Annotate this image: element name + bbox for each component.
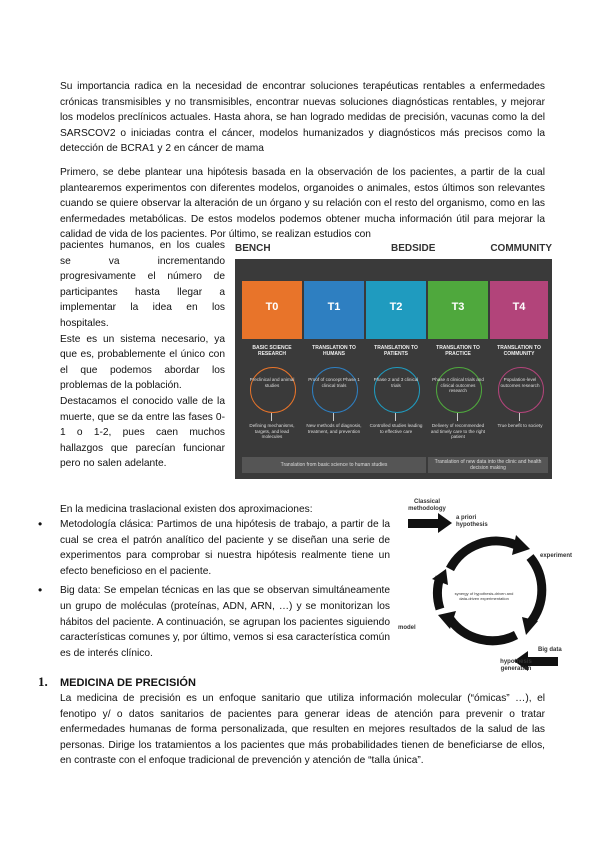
phase-outcome: Delivery of recommended and timely care to the right patient [430,423,486,440]
phase-outcome: Defining mechanisms, targets, and lead molecules [249,423,295,440]
list-item [38,517,390,579]
paragraph-precision-medicine [60,691,545,769]
label-classical-methodology: Classical methodology [408,499,446,512]
cycle-arc [450,619,516,641]
phase-circle-text: Phase 2 and 3 clinical trials [373,377,419,388]
phase-circle [312,367,358,413]
phase-column-t3 [428,281,488,459]
phase-title: TRANSLATION TO PRACTICE [436,345,480,357]
methodology-cycle-figure [398,497,573,677]
figure-header-bench: BENCH [235,243,271,254]
phase-column-t2 [366,281,426,459]
approaches-intro [60,502,390,518]
label-model: model [398,625,416,631]
paragraph-text: Destacamos el conocido valle de la muerte, que se da entre las fases 0-1 o 1-2, pues caen muchos hallazgos que parecían funcionar pero no salen adelante. [60,395,225,470]
down-arrow-icon [457,413,458,421]
figure-header-bedside: BEDSIDE [391,243,436,254]
phase-column-t4 [490,281,548,459]
paragraph-importance [60,79,545,157]
phase-title: TRANSLATION TO PATIENTS [374,345,418,357]
label-big-data: Big data [538,647,562,653]
down-arrow-icon [519,413,520,421]
down-arrow-icon [333,413,334,421]
down-arrow-icon [395,413,396,421]
paragraph-text: pacientes humanos, en los cuales se va incrementando progresivamente el número de participantes hasta llegar a implementar la idea en los hospitales. [60,240,225,329]
list-item-text: Big data: Se empelan técnicas en las que se observan simultáneamente un grupo de moléculas (proteínas, ADN, ARN, …) y se monitorizan los hábitos del paciente. A continuación, se agrupan los pacientes siguiendo características comunes y, por último, vemos si esa característica común es de interés clínico. [60,585,390,659]
right-arrow-icon [438,513,452,533]
cycle-arc [450,541,516,569]
phase-title: TRANSLATION TO HUMANS [312,345,356,357]
phase-column-t0 [242,281,302,459]
phase-title: BASIC SCIENCE RESEARCH [252,345,292,357]
down-arrow-icon [271,413,272,421]
paragraph-text: Primero, se debe plantear una hipótesis basada en la observación de los pacientes, a partir de la cual plantearemos experimentos con diferentes modelos, organoides o animales, estos últimos son relevantes cuando se quiere observar la alteración de un órgano y su relación con el resto del organismo, como en las enfermedades metabólicas. De estos modelos podemos obtener mucha información útil para mejorar la calidad de vida de los pacientes. Por último, se realizan estudios con [60,167,545,241]
paragraph-text: Este es un sistema necesario, ya que es, probablemente el único con el que podemos abordar los problemas de la población. [60,333,225,392]
phase-outcome: True benefit to society [497,423,543,428]
arrow-head-icon [512,535,530,555]
list-item [38,583,390,661]
phase-tag: T2 [389,301,403,313]
paragraph-patients [60,238,225,472]
phase-circle-text: Population-level outcomes research [500,377,540,388]
phase-tag: T4 [512,301,526,313]
phase-circle-text: Phase 4 clinical trials and clinical outcomes research [432,377,484,394]
phase-circle [250,367,296,413]
figure-panel [235,259,552,479]
label-synergy: synergy of hypothesis-driven and data-driven experimentation [454,591,514,601]
phase-circle-text: Proof of concept Phase 1 clinical trials [308,377,360,388]
figure-header-community: COMMUNITY [490,243,552,254]
phase-tag: T3 [451,301,465,313]
section-heading [38,674,196,690]
figure-footer-right: Translation of new data into the clinic and health decision making [428,457,548,473]
paragraph-text: La medicina de precisión es un enfoque sanitario que utiliza información molecular (“ómicas” …), el fenotipo y/ o datos sanitarios de pacientes para generar ideas de atención para prevenir o tratar enfermedades humanas de forma personalizada, que resulten en mejores resultados de la salud de las personas. Dirige los tratamientos a los pacientes que más probabilidades tienen de beneficiarse de ellos, en contraste con el enfoque tradicional de prevención y atención de “talla única”. [60,693,545,767]
approaches-list [38,517,390,665]
phase-tag: T0 [265,301,279,313]
phase-circle [498,367,544,413]
label-hypothesis-generation: hypothesis generation [500,659,532,672]
label-experiment: experiment [540,553,573,559]
classical-arrow [408,519,438,528]
paragraph-hypothesis [60,165,545,243]
phase-circle [374,367,420,413]
list-item-text: Metodología clásica: Partimos de una hipótesis de trabajo, a partir de la cual se crea el patrón analítico del paciente y se diseñan una serie de experimentos para comprobar si nuestra hipótesis realmente tiene un efecto beneficioso en el paciente. [60,519,390,577]
heading-text: MEDICINA DE PRECISIÓN [60,677,196,689]
translational-research-figure [235,243,552,479]
bullet-icon: • [38,517,43,531]
phase-outcome: Controlled studies leading to effective care [369,423,423,434]
phase-outcome: New methods of diagnosis, treatment, and prevention [306,423,362,434]
phase-column-t1 [304,281,364,459]
paragraph-text: Su importancia radica en la necesidad de encontrar soluciones terapéuticas rentables a enfermedades crónicas transmisibles y no transmisibles, encontrar nuevas soluciones diagnósticas rentables, y mejorar los modelos preclínicos actuales. Hasta ahora, se han logrado medidas de precisión, vacunas como la del SARSCOV2 o iniciadas contra el cáncer, modelos humanizados y diagnósticos más precisos como la detección de BCRA1 y 2 en cáncer de mama [60,81,545,155]
figure-footer-left: Translation from basic science to human studies [242,457,426,473]
phase-circle-text: Preclinical and animal studies [249,377,295,388]
phase-tag: T1 [327,301,341,313]
heading-number: 1. [38,674,48,689]
paragraph-text: En la medicina traslacional existen dos aproximaciones: [60,504,313,515]
label-apriori-hypothesis: a priori hypothesis [456,515,488,528]
phase-title: TRANSLATION TO COMMUNITY [497,345,541,357]
bullet-icon: • [38,583,43,598]
cycle-arc [530,557,542,623]
